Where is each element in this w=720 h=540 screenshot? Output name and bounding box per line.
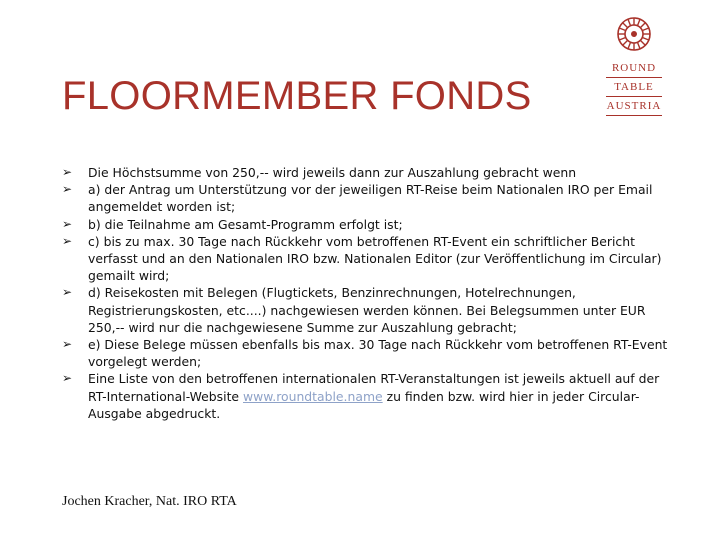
list-item: [62, 164, 672, 181]
bullet-text: e) Diese Belege müssen ebenfalls bis max. 30 Tage nach Rückkehr vom betroffenen RT-Event vorgelegt werden;: [88, 337, 668, 370]
list-item: [62, 233, 672, 285]
bullet-list: [62, 164, 672, 422]
round-table-emblem-icon: [614, 14, 654, 54]
list-item: [62, 216, 672, 233]
bullet-text: a) der Antrag um Unterstützung vor der jeweiligen RT-Reise beim Nationalen IRO per Email angemeldet worden ist;: [88, 182, 653, 215]
bullet-text-part: zu finden bzw. wird hier in jeder Circular-Ausgabe abgedruckt.: [88, 388, 640, 421]
logo-text-austria: AUSTRIA: [606, 100, 662, 112]
bullet-text: Die Höchstsumme von 250,-- wird jeweils dann zur Auszahlung gebracht wenn: [88, 165, 577, 180]
logo-text-table: TABLE: [614, 81, 654, 93]
arrow-bullet-icon: ➢: [62, 337, 73, 352]
list-item: [62, 370, 672, 422]
bullet-text: d) Reisekosten mit Belegen (Flugtickets, Benzinrechnungen, Hotelrechnungen, Registrierungskosten, etc....) nachgewiesen werden können. Bei Belegsummen unter EUR 250,-- wird nur die nachgewiesene Summe zur Auszahlung gebracht;: [88, 285, 646, 335]
slide-title: FLOORMEMBER FONDS: [62, 74, 532, 118]
list-item: [62, 336, 672, 370]
arrow-bullet-icon: ➢: [62, 371, 73, 386]
logo-divider: [606, 77, 662, 78]
logo-text-round: ROUND: [611, 62, 657, 74]
list-item: [62, 181, 672, 215]
footer-author: Jochen Kracher, Nat. IRO RTA: [62, 494, 237, 509]
round-table-austria-logo: [600, 14, 668, 118]
roundtable-website-link[interactable]: www.roundtable.name: [243, 388, 383, 404]
bullet-text: c) bis zu max. 30 Tage nach Rückkehr vom betroffenen RT-Event ein schriftlicher Bericht verfasst und an den Nationalen IRO bzw. Nationalen Editor (zur Veröffentlichung im Circular) gemailt wird;: [88, 233, 662, 284]
arrow-bullet-icon: ➢: [62, 182, 73, 197]
logo-divider: [606, 115, 662, 116]
bullet-text: [88, 370, 672, 422]
arrow-bullet-icon: ➢: [62, 233, 73, 248]
arrow-bullet-icon: ➢: [62, 285, 73, 300]
arrow-bullet-icon: ➢: [62, 165, 73, 179]
bullet-text-part: Eine Liste von den betroffenen internationalen RT-Veranstaltungen ist jeweils aktuell auf der RT-International-Website: [88, 371, 660, 404]
logo-divider: [606, 96, 662, 97]
bullet-text: b) die Teilnahme am Gesamt-Programm erfolgt ist;: [88, 216, 403, 232]
arrow-bullet-icon: ➢: [62, 216, 73, 231]
list-item: [62, 284, 672, 336]
